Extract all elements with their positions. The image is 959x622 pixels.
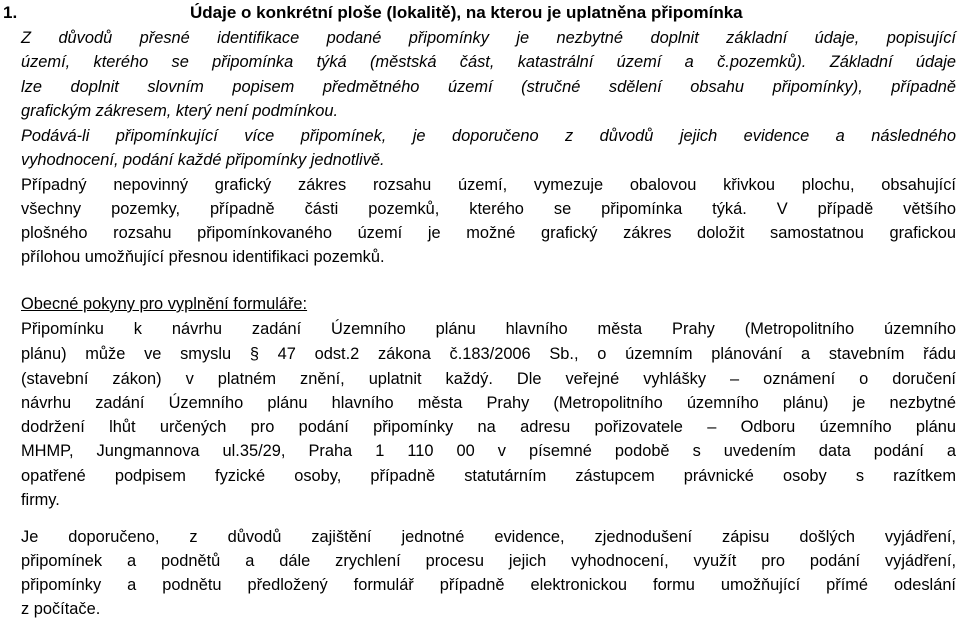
- text-line: návrhu zadání Územního plánu hlavního města Prahy (Metropolitního územního plánu) je nezbytné: [21, 394, 956, 412]
- text-line: připomínek a podnětů a dále zrychlení procesu jejich vyhodnocení, využít pro podání vyjádření,: [21, 552, 956, 570]
- text-line: Je doporučeno, z důvodů zajištění jednotné evidence, zjednodušení zápisu došlých vyjádření,: [21, 528, 956, 546]
- text-line: Podává-li připomínkující více připomínek, je doporučeno z důvodů jejich evidence a následného: [21, 127, 956, 145]
- text-line: MHMP, Jungmannova ul.35/29, Praha 1 110 00 v písemné podobě s uvedením data podání a: [21, 442, 956, 460]
- text-line: z počítače.: [21, 600, 101, 618]
- text-line: území, kterého se připomínka týká (městská část, katastrální území a č.pozemků). Základní údaje: [21, 53, 956, 71]
- section-title: Údaje o konkrétní ploše (lokalitě), na kterou je uplatněna připomínka: [190, 3, 743, 22]
- text-line: plošného rozsahu připomínkovaného území je možné grafický zákres doložit samostatnou grafickou: [21, 224, 956, 242]
- text-line: lze doplnit slovním popisem předmětného území (stručné sdělení obsahu připomínky), případně: [21, 78, 956, 96]
- text-line: opatřené podpisem fyzické osoby, případně statutárním zástupcem právnické osoby s razítkem: [21, 467, 956, 485]
- text-line: (stavební zákon) v platném znění, uplatnit každý. Dle veřejné vyhlášky – oznámení o doručení: [21, 370, 956, 388]
- text-line: grafickým zákresem, který není podmínkou.: [21, 102, 339, 120]
- text-line: Připomínku k návrhu zadání Územního plánu hlavního města Prahy (Metropolitního územního: [21, 320, 956, 338]
- text-line: Z důvodů přesné identifikace podané připomínky je nezbytné doplnit základní údaje, popisující: [21, 29, 956, 47]
- text-line: připomínky a podnětu předložený formulář případně elektronickou formu umožňující přímé odeslání: [21, 576, 956, 594]
- text-line: přílohou umožňující přesnou identifikaci pozemků.: [21, 248, 385, 266]
- section-number: 1.: [3, 3, 18, 22]
- text-line: Případný nepovinný grafický zákres rozsahu území, vymezuje obalovou křivkou plochu, obsahující: [21, 176, 956, 194]
- text-line: vyhodnocení, podání každé připomínky jednotlivě.: [21, 151, 385, 169]
- text-line: firmy.: [21, 491, 60, 509]
- instructions-heading: Obecné pokyny pro vyplnění formuláře:: [21, 295, 308, 313]
- text-line: plánu) může ve smyslu § 47 odst.2 zákona č.183/2006 Sb., o územním plánování a stavebním řádu: [21, 345, 956, 363]
- section-heading: [0, 3, 959, 27]
- text-line: všechny pozemky, případně části pozemků, kterého se připomínka týká. V případě většího: [21, 200, 956, 218]
- text-line: dodržení lhůt určených pro podání připomínky na adresu pořizovatele – Odboru územního plánu: [21, 418, 956, 436]
